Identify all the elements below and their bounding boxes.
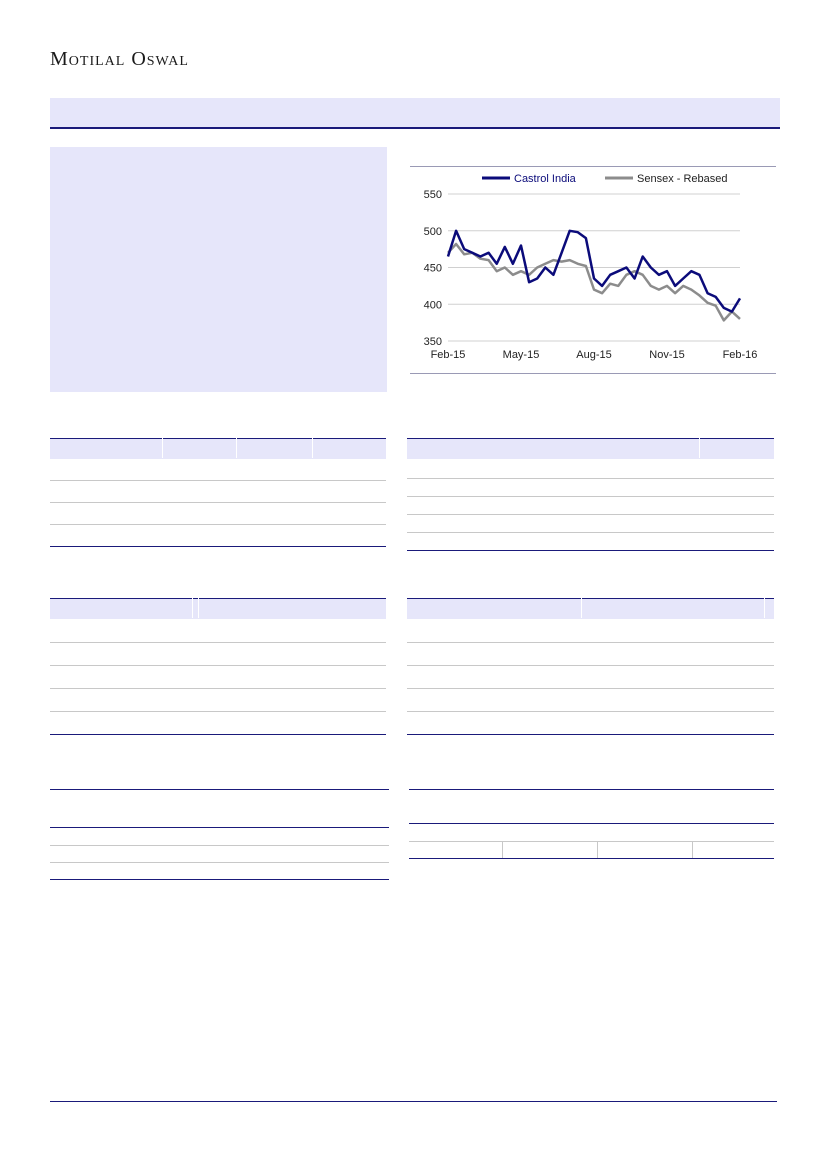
table-row bbox=[407, 532, 774, 533]
table-bottom-rule bbox=[50, 546, 386, 547]
table-header bbox=[50, 438, 386, 459]
column-separator bbox=[699, 438, 700, 458]
x-tick-label: Aug-15 bbox=[576, 349, 612, 361]
y-tick-label: 400 bbox=[423, 299, 442, 312]
table-left-3-bottom-rule bbox=[50, 879, 389, 880]
y-tick-label: 450 bbox=[423, 262, 442, 275]
x-tick-label: May-15 bbox=[502, 349, 540, 361]
table-row bbox=[50, 862, 389, 863]
table-bottom-rule bbox=[407, 734, 774, 735]
table-row bbox=[50, 845, 389, 846]
table-row bbox=[50, 665, 386, 666]
table-row bbox=[50, 480, 386, 481]
column-separator bbox=[581, 598, 582, 618]
table-row bbox=[50, 711, 386, 712]
table-header bbox=[407, 598, 774, 619]
table-row bbox=[50, 642, 386, 643]
table-left-3-header-rule bbox=[50, 827, 389, 828]
company-logo: Motilal Oswal bbox=[50, 48, 189, 70]
column-separator bbox=[192, 598, 193, 618]
column-separator bbox=[597, 842, 598, 858]
column-separator bbox=[312, 438, 313, 458]
x-tick-label: Nov-15 bbox=[649, 349, 685, 361]
table-left-3-top-rule bbox=[50, 789, 389, 790]
column-separator bbox=[692, 842, 693, 858]
table-bottom-rule bbox=[50, 734, 386, 735]
column-separator bbox=[236, 438, 237, 458]
table-right-3-bottom-rule bbox=[409, 858, 774, 859]
y-tick-label: 550 bbox=[423, 189, 442, 201]
table-row bbox=[407, 711, 774, 712]
stock-info-box bbox=[50, 147, 387, 392]
table-row bbox=[50, 502, 386, 503]
table-header bbox=[407, 438, 774, 459]
table-right-3-header-rule bbox=[409, 823, 774, 824]
footer-rule bbox=[50, 1101, 777, 1102]
table-row bbox=[409, 841, 774, 842]
header-band bbox=[50, 98, 780, 129]
chart-svg bbox=[410, 166, 776, 374]
stock-performance-chart bbox=[410, 166, 776, 374]
table-row bbox=[50, 688, 386, 689]
column-separator bbox=[162, 438, 163, 458]
table-row bbox=[407, 478, 774, 479]
y-tick-label: 500 bbox=[423, 225, 442, 238]
series-line-castrol-india bbox=[448, 231, 740, 312]
x-tick-label: Feb-15 bbox=[430, 349, 466, 361]
legend-label: Sensex - Rebased bbox=[637, 173, 728, 185]
legend-label: Castrol India bbox=[514, 173, 576, 185]
y-tick-label: 350 bbox=[423, 336, 442, 348]
table-header bbox=[50, 598, 386, 619]
column-separator bbox=[198, 598, 199, 618]
table-row bbox=[407, 688, 774, 689]
table-row bbox=[407, 514, 774, 515]
column-separator bbox=[764, 598, 765, 618]
table-row bbox=[407, 665, 774, 666]
table-row bbox=[50, 524, 386, 525]
table-row bbox=[407, 642, 774, 643]
table-bottom-rule bbox=[407, 550, 774, 551]
x-tick-label: Feb-16 bbox=[722, 349, 758, 361]
column-separator bbox=[502, 842, 503, 858]
table-row bbox=[407, 496, 774, 497]
table-right-3-top-rule bbox=[409, 789, 774, 790]
